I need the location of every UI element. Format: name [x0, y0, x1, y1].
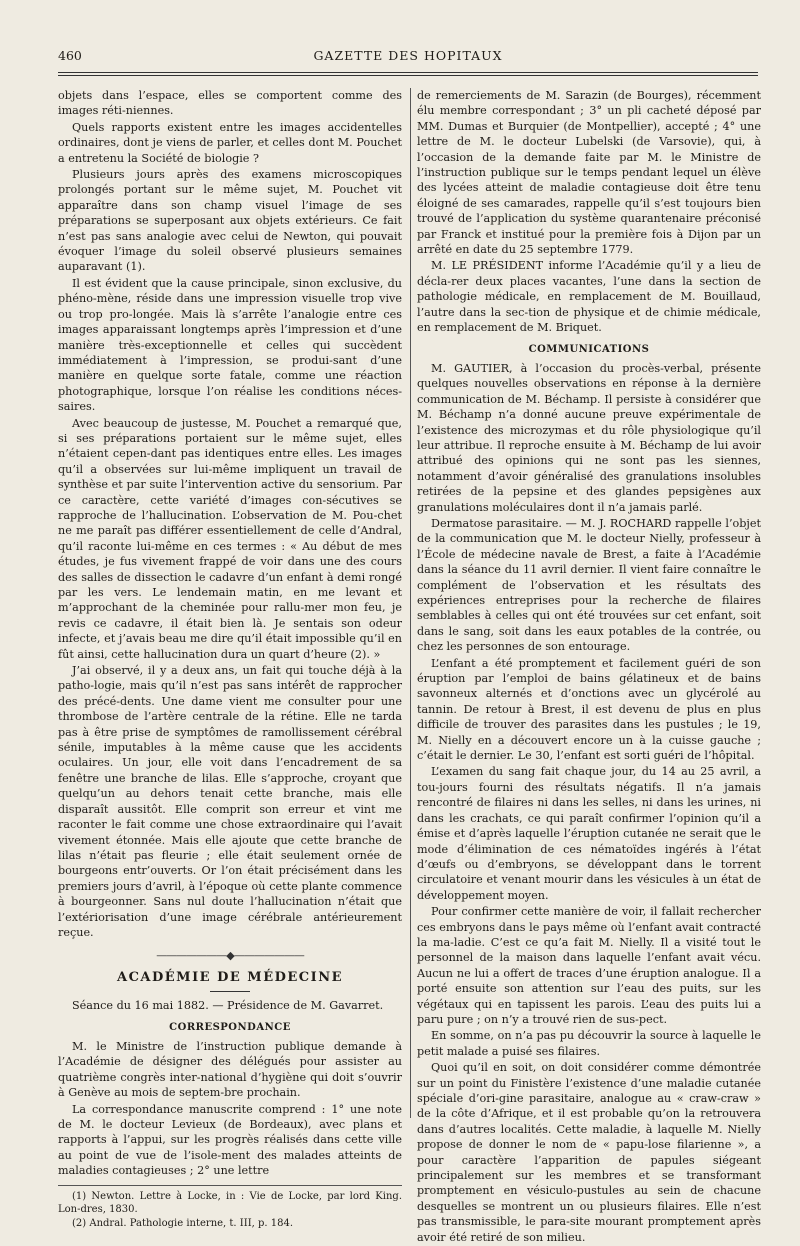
- short-rule: [210, 991, 250, 992]
- paragraph: L’enfant a été promptement et facilement guéri de son éruption par l’emploi de bains gélatineux et de bains savonneux alternés et d’onctions avec un glycérolé au tannin. De retour à Brest, il est devenu de plus en plus difficile de trouver des parasites dans les pustules ; le 19, M. Nielly en a découvert encore un à la cuisse gauche ; c’était le dernier. Le 30, l’enfant est sorti guéri de l’hôpital.: [417, 656, 761, 763]
- column-separator: [410, 88, 411, 1118]
- paragraph: J’ai observé, il y a deux ans, un fait qui touche déjà à la patho-logie, mais qu’il n’est pas sans intérêt de rapprocher des précé-dents. Une dame vient me consulter pour une thrombose de l’artère centrale de la rétine. Elle ne tarda pas à être prise de symptômes de ramollissement cérébral sénile, imputables à la même cause que les accidents oculaires. Un jour, elle voit dans l’encadrement de sa fenêtre une branche de lilas. Elle s’approche, croyant que quelqu’un au dehors tenait cette branche, mais elle disparaît aussitôt. Elle comprit son erreur et vint me raconter le fait comme une chose extraordinaire qui l’avait vivement étonnée. Mais elle ajoute que cette branche de lilas n’était pas fleurie ; elle était seulement ornée de bourgeons entr’ouverts. Or l’on était précisément dans les premiers jours d’avril, à l’époque où cette plante commence à bourgeonner. Sans nul doute l’hallucination n’était que l’extériorisation d’une image cérébrale antérieurement reçue.: [58, 664, 402, 939]
- section-ornament: ———————◆———————: [156, 949, 304, 963]
- paragraph: La correspondance manuscrite comprend : 1° une note de M. le docteur Levieux (de Bordeaux), avec plans et rapports à l’appui, sur les progrès réalisés dans cette ville au point de vue de l’isole-ment des malades atteints de maladies contagieuses ; 2° une lettre: [58, 1102, 402, 1178]
- header-rule-double: [58, 75, 758, 76]
- paragraph: Dermatose parasitaire. — M. J. ROCHARD rappelle l’objet de la communication que M. le docteur Nielly, professeur à l’École de médecine navale de Brest, a faite à l’Académie dans la séance du 11 avril dernier. Il vient faire connaître le complément de l’observation et les résultats des expériences entreprises pour la recherche de filaires semblables à celles qui ont été trouvées sur cet enfant, soit dans le sang, soit dans les eaux potables de la contrée, ou chez les personnes de son entourage.: [417, 516, 761, 654]
- page-header: [58, 44, 758, 68]
- footnote: (2) Andral. Pathologie interne, t. III, p. 184.: [72, 1217, 294, 1229]
- paragraph: objets dans l’espace, elles se comportent comme des images réti-niennes.: [58, 89, 402, 118]
- session-line: Séance du 16 mai 1882. — Présidence de M. Gavarret.: [72, 999, 384, 1013]
- journal-title: GAZETTE DES HOPITAUX: [313, 48, 503, 63]
- page-number: 460: [58, 48, 82, 63]
- paragraph: L’examen du sang fait chaque jour, du 14 au 25 avril, a tou-jours fourni des résultats négatifs. Il n’a jamais rencontré de filaires ni dans les selles, ni dans les urines, ni dans les crachats, ce qui paraît confirmer l’opinion qu’il a émise et d’après laquelle l’éruption cutanée ne serait que le mode d’élimination de ces nématoïdes ingérés à l’état d’œufs ou d’embryons, se développant dans le torrent circulatoire et venant mourir dans les vésicules à un état de développement moyen.: [417, 765, 761, 902]
- footnotes: [58, 1185, 402, 1230]
- right-column: [417, 88, 761, 1246]
- paragraph: Avec beaucoup de justesse, M. Pouchet a remarqué que, si ses préparations portaient sur le même sujet, elles n’étaient cepen-dant pas identiques entre elles. Les images qu’il a observées sur lui-même impliquent un travail de synthèse et par suite l’intervention active du sensorium. Par ce caractère, cette variété d’images con-sécutives se rapproche de l’hallucination. L’observation de M. Pou-chet ne me paraît pas différer essentiellement de celle d’Andral, qu’il raconte lui-même en ces termes : « Au début de mes études, je fus vivement frappé de voir dans une des cours des salles de dissection le cadavre d’un enfant à demi rongé par les vers. Le lendemain matin, en me levant et m’approchant de la cheminée pour rallu-mer mon feu, je revis ce cadavre, il était bien là. Je sentais son odeur infecte, et j’avais beau me dire qu’il était impossible qu’il en fût ainsi, cette hallucination dura un quart d’heure (2). »: [58, 416, 402, 661]
- paragraph: Quels rapports existent entre les images accidentelles ordinaires, dont je viens de parler, et celles dont M. Pouchet a entretenu la Société de biologie ?: [58, 120, 402, 165]
- left-column: [58, 88, 402, 1231]
- paragraph: Il est évident que la cause principale, sinon exclusive, du phéno-mène, réside dans une impression visuelle trop vive ou trop pro-longée. Mais là s’arrête l’analogie entre ces images apparaissant longtemps après l’impression et d’une manière très-exceptionnelle et celles qui succèdent immédiatement à l’impression, se produi-sant d’une manière en quelque sorte fatale, comme une réaction photographique, lorsque l’on réalise les conditions néces-saires.: [58, 276, 402, 414]
- paragraph: M. GAUTIER, à l’occasion du procès-verbal, présente quelques nouvelles observations en réponse à la dernière communication de M. Béchamp. Il persiste à considérer que M. Béchamp n’a donné aucune preuve expérimentale de l’existence des microzymas et du rôle physiologique qu’il leur attribue. Il reproche ensuite à M. Béchamp de lui avoir attribué des opinions qui ne sont pas les siennes, notamment d’avoir généralisé des granulations insolubles retirées de la pepsine et des glandes pepsigènes aux granulations moléculaires dont il n’a jamais parlé.: [417, 361, 761, 514]
- communications-title: COMMUNICATIONS: [528, 343, 650, 355]
- footnote: (1) Newton. Lettre à Locke, in : Vie de Locke, par lord King. Lon-dres, 1830.: [58, 1190, 402, 1215]
- header-rule: [58, 72, 758, 73]
- correspondance-title: CORRESPONDANCE: [169, 1021, 291, 1033]
- paragraph: de remerciements de M. Sarazin (de Bourges), récemment élu membre correspondant ; 3° un pli cacheté déposé par MM. Dumas et Burquier (de Montpellier), accepté ; 4° une lettre de M. le docteur Lubelski (de Varsovie), qui, à l’occasion de la demande faite par M. le Ministre de l’instruction publique sur le temps pendant lequel un élève des lycées atteint de maladie contagieuse doit être tenu éloigné de ses camarades, rappelle qu’il s’est toujours bien trouvé de l’application du système quarantenaire préconisé par Franck et institué pour la première fois à Dijon par un arrêté en date du 25 septembre 1779.: [417, 89, 761, 257]
- paragraph: Quoi qu’il en soit, on doit considérer comme démontrée sur un point du Finistère l’existence d’une maladie cutanée spéciale d’ori-gine parasitaire, analogue au « craw-craw » de la côte d’Afrique, et il est probable qu’on la retrouvera dans d’autres localités. Cette maladie, à laquelle M. Nielly propose de donner le nom de « papu-lose filarienne », a pour caractère l’apparition de papules siégeant principalement sur les membres et se transformant promptement en vésiculo-pustules au sein de chacune desquelles se montrent un ou plusieurs filaires. Elle n’est pas transmissible, le para-site mourant promptement après avoir été retiré de son milieu.: [417, 1061, 761, 1244]
- paragraph: Pour confirmer cette manière de voir, il fallait rechercher ces embryons dans le pays même où l’enfant avait contracté la ma-ladie. C’est ce qu’a fait M. Nielly. Il a visité tout le personnel de la maison dans laquelle l’enfant avait vécu. Aucun ne lui a offert de traces d’une éruption analogue. Il a porté ensuite son attention sur l’eau des puits, sur les végétaux qui en tapissent les parois. L’eau des puits lui a paru pure ; on n’y a trouvé rien de sus-pect.: [417, 905, 761, 1026]
- paragraph: M. le Ministre de l’instruction publique demande à l’Académie de désigner des délégués pour assister au quatrième congrès inter-national d’hygiène qui doit s’ouvrir à Genève au mois de septem-bre prochain.: [58, 1039, 402, 1100]
- paragraph: M. LE PRÉSIDENT informe l’Académie qu’il y a lieu de décla-rer deux places vacantes, l’une dans la section de pathologie médicale, en remplacement de M. Bouillaud, l’autre dans la sec-tion de physique et de chimie médicale, en remplacement de M. Briquet.: [417, 259, 761, 335]
- paragraph: Plusieurs jours après des examens microscopiques prolongés portant sur le même sujet, M. Pouchet vit apparaître dans son champ visuel l’image de ses préparations se superposant aux objets extérieurs. Ce fait n’est pas sans analogie avec celui de Newton, qui pouvait évoquer l’image du soleil observé plusieurs semaines auparavant (1).: [58, 168, 402, 274]
- section-title: ACADÉMIE DE MÉDECINE: [116, 969, 343, 985]
- paragraph: En somme, on n’a pas pu découvrir la source à laquelle le petit malade a puisé ses filaires.: [417, 1029, 761, 1058]
